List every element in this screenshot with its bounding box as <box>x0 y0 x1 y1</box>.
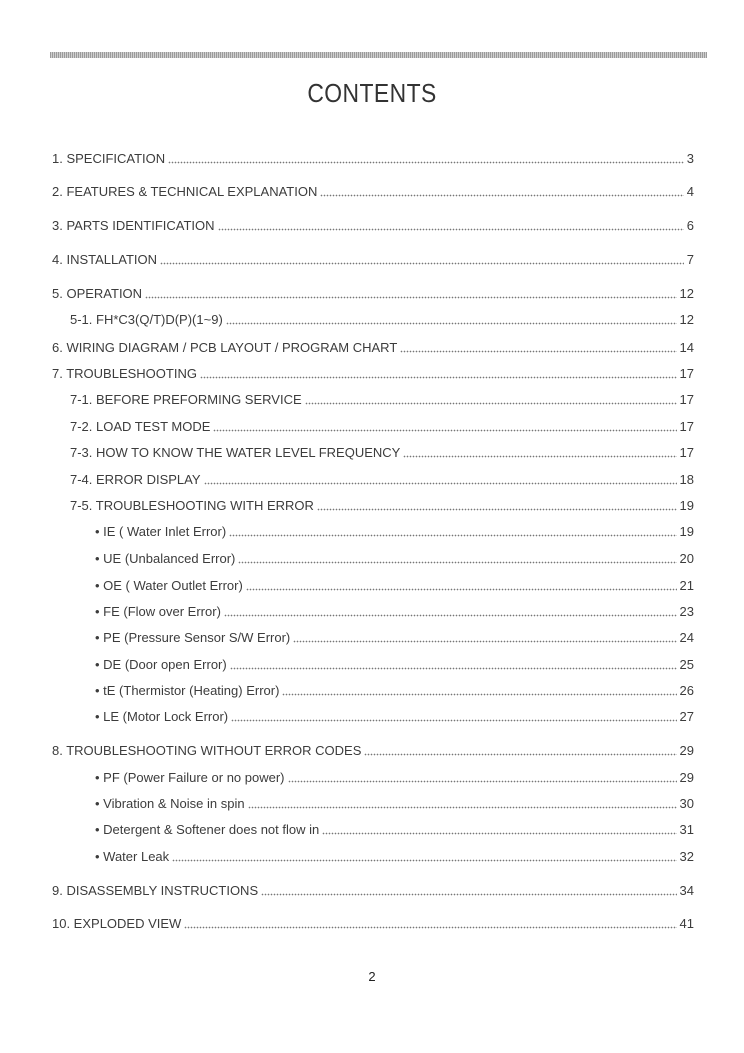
toc-entry-page: 3 <box>686 151 694 166</box>
dot-leader <box>204 482 677 485</box>
toc-entry-label: • LE (Motor Lock Error) <box>95 709 229 724</box>
toc-entry-label: • IE ( Water Inlet Error) <box>95 524 227 539</box>
toc-entry[interactable] <box>52 914 694 932</box>
toc-entry[interactable] <box>52 182 694 200</box>
page-number: 2 <box>368 969 376 984</box>
toc-entry[interactable] <box>95 549 694 567</box>
toc-entry[interactable] <box>95 576 694 594</box>
toc-entry-page: 23 <box>679 604 694 619</box>
toc-entry[interactable] <box>95 794 694 812</box>
toc-entry-page: 17 <box>679 419 694 434</box>
toc-entry[interactable] <box>70 496 694 514</box>
toc-entry-label: • Detergent & Softener does not flow in <box>95 822 320 837</box>
dot-leader <box>403 455 676 458</box>
toc-entry-label: 7-1. BEFORE PREFORMING SERVICE <box>70 392 302 407</box>
toc-entry[interactable] <box>52 149 694 167</box>
toc-entry-label: 7-5. TROUBLESHOOTING WITH ERROR <box>70 498 314 513</box>
toc-entry-page: 17 <box>679 392 694 407</box>
toc-entry[interactable] <box>95 522 694 540</box>
dot-leader <box>168 161 684 164</box>
toc-entry-label: 4. INSTALLATION <box>52 252 157 267</box>
toc-entry-page: 29 <box>679 743 694 758</box>
toc-entry-page: 7 <box>686 252 694 267</box>
toc-entry-page: 27 <box>679 709 694 724</box>
dot-leader <box>317 508 677 511</box>
toc-entry-label: • DE (Door open Error) <box>95 657 227 672</box>
toc-entry-page: 25 <box>679 657 694 672</box>
dot-leader <box>322 832 676 835</box>
dot-leader <box>248 806 677 809</box>
toc-entry-label: 1. SPECIFICATION <box>52 151 166 166</box>
toc-entry-label: 2. FEATURES & TECHNICAL EXPLANATION <box>52 184 318 199</box>
toc-entry[interactable] <box>95 820 694 838</box>
toc-entry-label: 3. PARTS IDENTIFICATION <box>52 218 215 233</box>
page-title: CONTENTS <box>307 78 437 108</box>
dot-leader <box>184 926 676 929</box>
toc-entry-label: • Water Leak <box>95 849 170 864</box>
dot-leader <box>229 534 676 537</box>
toc-entry-label: 7-2. LOAD TEST MODE <box>70 419 211 434</box>
toc-entry-page: 17 <box>679 366 694 381</box>
toc-entry-page: 32 <box>679 849 694 864</box>
toc-entry-label: 5-1. FH*C3(Q/T)D(P)(1~9) <box>70 312 223 327</box>
dot-leader <box>282 693 676 696</box>
toc-entry-label: 5. OPERATION <box>52 286 143 301</box>
toc-entry[interactable] <box>95 768 694 786</box>
toc-entry-page: 19 <box>679 524 694 539</box>
dot-leader <box>226 322 677 325</box>
toc-entry-label: • FE (Flow over Error) <box>95 604 221 619</box>
toc-entry[interactable] <box>95 847 694 865</box>
dot-leader <box>364 753 676 756</box>
toc-entry-label: 9. DISASSEMBLY INSTRUCTIONS <box>52 883 259 898</box>
toc-entry[interactable] <box>70 310 694 328</box>
dot-leader <box>145 296 676 299</box>
toc-entry-page: 24 <box>679 630 694 645</box>
toc-entry[interactable] <box>52 250 694 268</box>
dot-leader <box>288 780 677 783</box>
dot-leader <box>200 376 677 379</box>
toc-entry-label: • OE ( Water Outlet Error) <box>95 578 243 593</box>
toc-entry[interactable] <box>52 338 694 356</box>
toc-entry[interactable] <box>95 628 694 646</box>
toc-entry-label: • tE (Thermistor (Heating) Error) <box>95 683 280 698</box>
toc-entry[interactable] <box>70 417 694 435</box>
toc-entry-label: • Vibration & Noise in spin <box>95 796 245 811</box>
toc-entry[interactable] <box>95 681 694 699</box>
dot-leader <box>400 350 676 353</box>
toc-entry-page: 41 <box>679 916 694 931</box>
toc-entry-page: 21 <box>679 578 694 593</box>
toc-entry-page: 31 <box>679 822 694 837</box>
toc-entry-label: 10. EXPLODED VIEW <box>52 916 182 931</box>
toc-entry[interactable] <box>70 390 694 408</box>
toc-entry-page: 30 <box>679 796 694 811</box>
toc-entry-page: 26 <box>679 683 694 698</box>
dot-leader <box>218 228 684 231</box>
dot-leader <box>213 429 676 432</box>
toc-entry[interactable] <box>95 655 694 673</box>
toc-entry-page: 34 <box>679 883 694 898</box>
toc-entry-page: 29 <box>679 770 694 785</box>
dot-leader <box>261 893 676 896</box>
toc-entry[interactable] <box>52 216 694 234</box>
toc-entry[interactable] <box>52 364 694 382</box>
toc-entry[interactable] <box>52 741 694 759</box>
toc-entry-label: • PF (Power Failure or no power) <box>95 770 285 785</box>
dot-leader <box>172 859 676 862</box>
toc-entry-page: 20 <box>679 551 694 566</box>
dot-leader <box>231 719 676 722</box>
toc-entry-page: 14 <box>679 340 694 355</box>
dot-leader <box>320 194 683 197</box>
toc-entry-page: 4 <box>686 184 694 199</box>
toc-entry[interactable] <box>52 881 694 899</box>
toc-entry-page: 6 <box>686 218 694 233</box>
toc-entry-page: 19 <box>679 498 694 513</box>
toc-entry-label: 7-3. HOW TO KNOW THE WATER LEVEL FREQUENCY <box>70 445 401 460</box>
toc-entry-page: 18 <box>679 472 694 487</box>
dot-leader <box>305 402 677 405</box>
toc-entry-label: 7-4. ERROR DISPLAY <box>70 472 201 487</box>
toc-entry-label: • PE (Pressure Sensor S/W Error) <box>95 630 291 645</box>
toc-entry[interactable] <box>95 707 694 725</box>
toc-entry-label: 8. TROUBLESHOOTING WITHOUT ERROR CODES <box>52 743 362 758</box>
toc-entry[interactable] <box>70 443 694 461</box>
toc-entry[interactable] <box>70 470 694 488</box>
toc-entry-label: 7. TROUBLESHOOTING <box>52 366 197 381</box>
toc-entry-label: 6. WIRING DIAGRAM / PCB LAYOUT / PROGRAM CHART <box>52 340 398 355</box>
toc-entry-label: • UE (Unbalanced Error) <box>95 551 236 566</box>
toc-entry[interactable] <box>52 284 694 302</box>
toc-entry-page: 12 <box>679 286 694 301</box>
dot-leader <box>230 667 677 670</box>
dot-leader <box>160 262 684 265</box>
dot-leader <box>238 561 676 564</box>
dot-leader <box>293 640 676 643</box>
dot-leader <box>246 588 677 591</box>
dot-leader <box>224 614 677 617</box>
toc-entry[interactable] <box>95 602 694 620</box>
toc-entry-page: 12 <box>679 312 694 327</box>
toc-entry-page: 17 <box>679 445 694 460</box>
